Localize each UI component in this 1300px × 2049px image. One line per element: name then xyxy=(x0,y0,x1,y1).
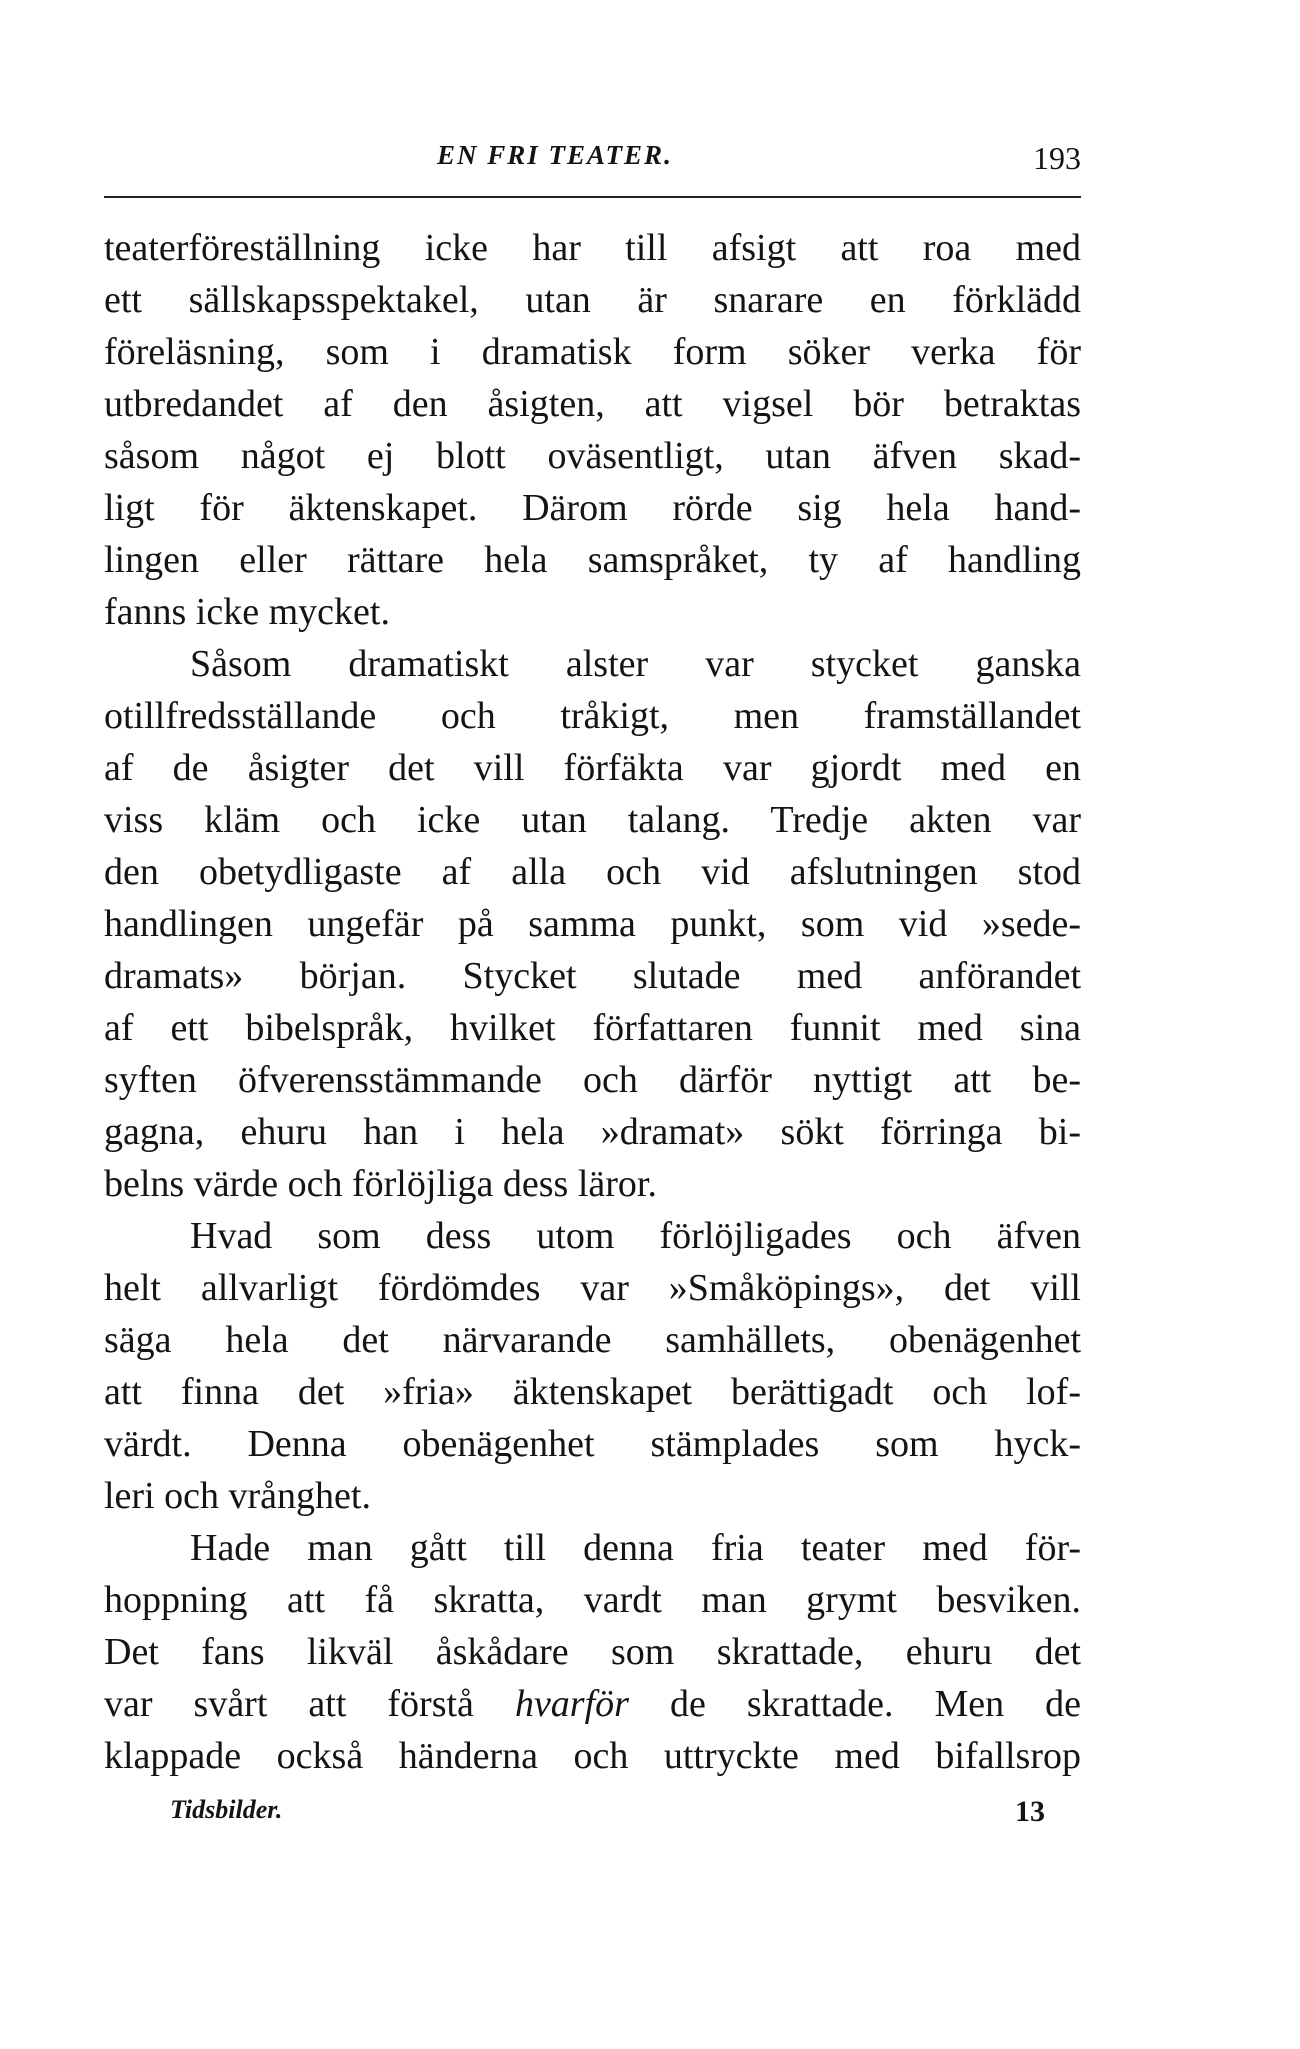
page-header xyxy=(104,140,1081,188)
running-title: EN FRI TEATER. xyxy=(437,140,673,170)
header-rule xyxy=(104,196,1081,198)
page-footer xyxy=(170,1795,1045,1835)
text-line: dramats» början. Stycket slutade med anförandet xyxy=(104,955,1081,997)
text-line: otillfredsställande och tråkigt, men framställandet xyxy=(104,695,1081,737)
text-line: att finna det »fria» äktenskapet berättigadt och lof- xyxy=(104,1371,1081,1413)
text-line: fanns icke mycket. xyxy=(104,591,390,633)
italic-word: hvarför xyxy=(514,1683,629,1725)
signature-mark: Tidsbilder. xyxy=(170,1795,283,1824)
text-line: teaterföreställning icke har till afsigt att roa med xyxy=(104,227,1081,269)
text-line: lingen eller rättare hela samspråket, ty af handling xyxy=(104,539,1081,581)
text-line: af de åsigter det vill förfäkta var gjordt med en xyxy=(104,747,1081,789)
text-line: ett sällskapsspektakel, utan är snarare en förklädd xyxy=(104,279,1081,321)
text-line: af ett bibelspråk, hvilket författaren funnit med sina xyxy=(104,1007,1081,1049)
body-text xyxy=(104,222,1081,1782)
text-line: belns värde och förlöjliga dess läror. xyxy=(104,1163,657,1205)
text-line: syften öfverensstämmande och därför nyttigt att be- xyxy=(104,1059,1081,1101)
text-line: handlingen ungefär på samma punkt, som vid »sede- xyxy=(104,903,1081,945)
text-line: ligt för äktenskapet. Därom rörde sig hela hand- xyxy=(104,487,1081,529)
text-line: föreläsning, som i dramatisk form söker verka för xyxy=(104,331,1081,373)
text-line-with-emphasis xyxy=(104,1678,1081,1730)
page-number: 193 xyxy=(1033,140,1081,176)
text-line: utbredandet af den åsigten, att vigsel bör betraktas xyxy=(104,383,1081,425)
text-line: Såsom dramatiskt alster var stycket ganska xyxy=(190,643,1081,685)
text-line: viss kläm och icke utan talang. Tredje akten var xyxy=(104,799,1081,841)
text-line: den obetydligaste af alla och vid afslutningen stod xyxy=(104,851,1081,893)
text-fragment: var svårt att förstå xyxy=(104,1683,474,1725)
text-line: klappade också händerna och uttryckte med bifallsrop xyxy=(104,1735,1081,1777)
text-fragment: de skrattade. Men de xyxy=(669,1683,1082,1725)
text-line: helt allvarligt fördömdes var »Småköpings», det vill xyxy=(104,1267,1081,1309)
text-line: Hade man gått till denna fria teater med för- xyxy=(190,1527,1081,1569)
sheet-number: 13 xyxy=(1015,1795,1045,1828)
text-line: Det fans likväl åskådare som skrattade, ehuru det xyxy=(104,1631,1081,1673)
text-line: säga hela det närvarande samhällets, obenägenhet xyxy=(104,1319,1081,1361)
text-line: Hvad som dess utom förlöjligades och äfven xyxy=(190,1215,1081,1257)
text-line: gagna, ehuru han i hela »dramat» sökt förringa bi- xyxy=(104,1111,1081,1153)
text-line: värdt. Denna obenägenhet stämplades som hyck- xyxy=(104,1423,1081,1465)
text-line: leri och vrånghet. xyxy=(104,1475,371,1517)
text-line: såsom något ej blott oväsentligt, utan äfven skad- xyxy=(104,435,1081,477)
text-line: hoppning att få skratta, vardt man grymt besviken. xyxy=(104,1579,1081,1621)
